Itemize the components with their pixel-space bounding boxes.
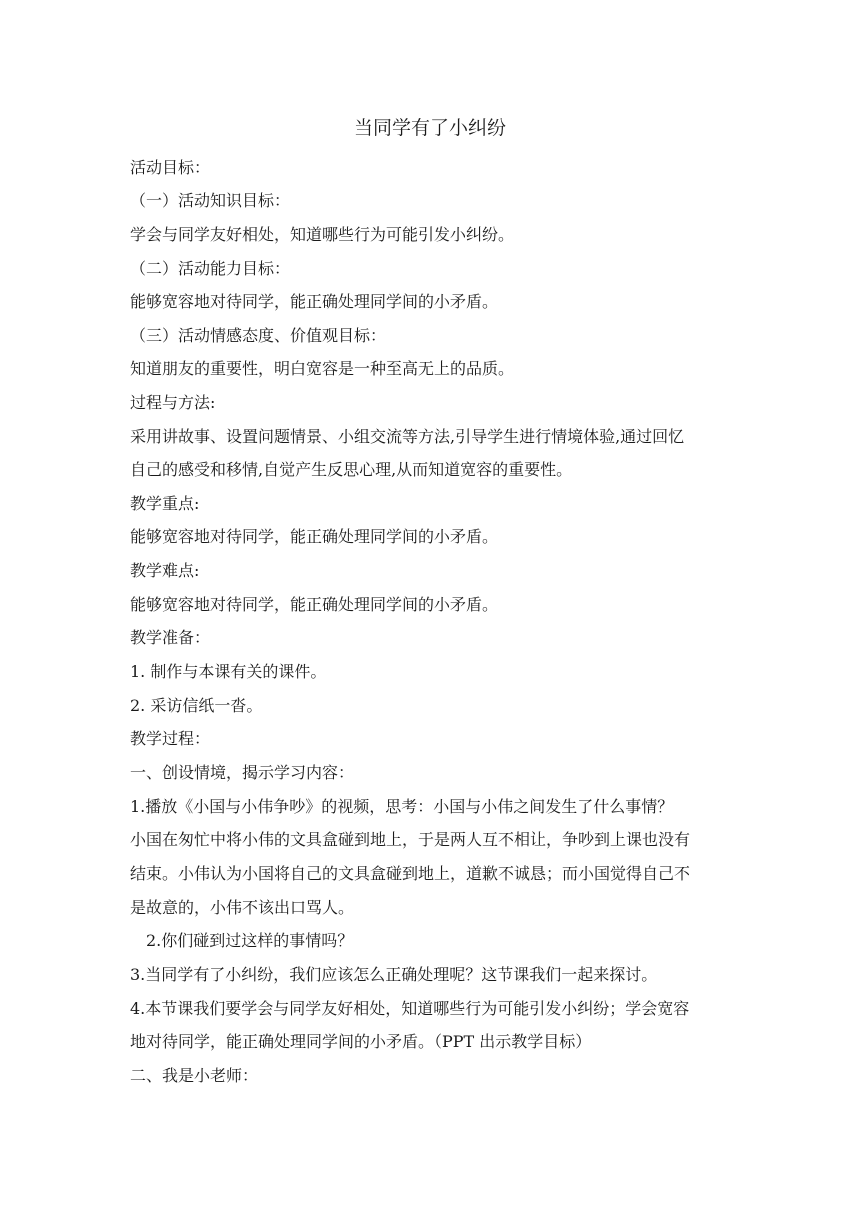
paragraph-line: 小国在匆忙中将小伟的文具盒碰到地上，于是两人互不相让，争吵到上课也没有 [130,830,691,849]
paragraph-line: 是故意的，小伟不该出口骂人。 [130,898,355,917]
paragraph-line: 知道朋友的重要性，明白宽容是一种至高无上的品质。 [130,359,515,378]
list-item: 4.本节课我们要学会与同学友好相处，知道哪些行为可能引发小纠纷；学会宽容 [130,999,690,1018]
paragraph-line: 能够宽容地对待同学，能正确处理同学间的小矛盾。 [130,595,499,614]
paragraph-line: 能够宽容地对待同学，能正确处理同学间的小矛盾。 [130,527,499,546]
paragraph-line: 学会与同学友好相处，知道哪些行为可能引发小纠纷。 [130,225,515,244]
subheading-part-two: 二、我是小老师： [130,1066,259,1085]
list-item: 2. 采访信纸一沓。 [130,696,263,715]
list-item: 1.播放《小国与小伟争吵》的视频，思考：小国与小伟之间发生了什么事情？ [130,797,674,816]
subheading-part-one: 一、创设情境，揭示学习内容： [130,763,355,782]
section-heading-preparation: 教学准备： [130,628,211,647]
section-heading-objectives: 活动目标： [130,158,211,177]
paragraph-line: 结束。小伟认为小国将自己的文具盒碰到地上，道歉不诚恳；而小国觉得自己不 [130,864,691,883]
document-title: 当同学有了小纠纷 [353,117,506,139]
paragraph-line: 能够宽容地对待同学，能正确处理同学间的小矛盾。 [130,292,499,311]
list-item: 1. 制作与本课有关的课件。 [130,662,327,681]
section-heading-teaching-process: 教学过程： [130,729,211,748]
paragraph-line: 自己的感受和移情,自觉产生反思心理,从而知道宽容的重要性。 [130,460,573,479]
section-heading-key-points: 教学重点: [130,494,200,513]
paragraph-line: 地对待同学，能正确处理同学间的小矛盾。（PPT 出示教学目标） [130,1032,592,1051]
subheading-knowledge-goal: （一）活动知识目标： [130,191,291,210]
section-heading-difficulties: 教学难点: [130,561,200,580]
paragraph-line: 采用讲故事、设置问题情景、小组交流等方法,引导学生进行情境体验,通过回忆 [130,427,685,446]
list-item: 3.当同学有了小纠纷，我们应该怎么正确处理呢？这节课我们一起来探讨。 [130,965,658,984]
list-item: 2.你们碰到过这样的事情吗？ [146,931,354,950]
subheading-ability-goal: （二）活动能力目标： [130,259,291,278]
subheading-emotion-goal: （三）活动情感态度、价值观目标： [130,326,387,345]
section-heading-process-method: 过程与方法: [130,393,216,412]
